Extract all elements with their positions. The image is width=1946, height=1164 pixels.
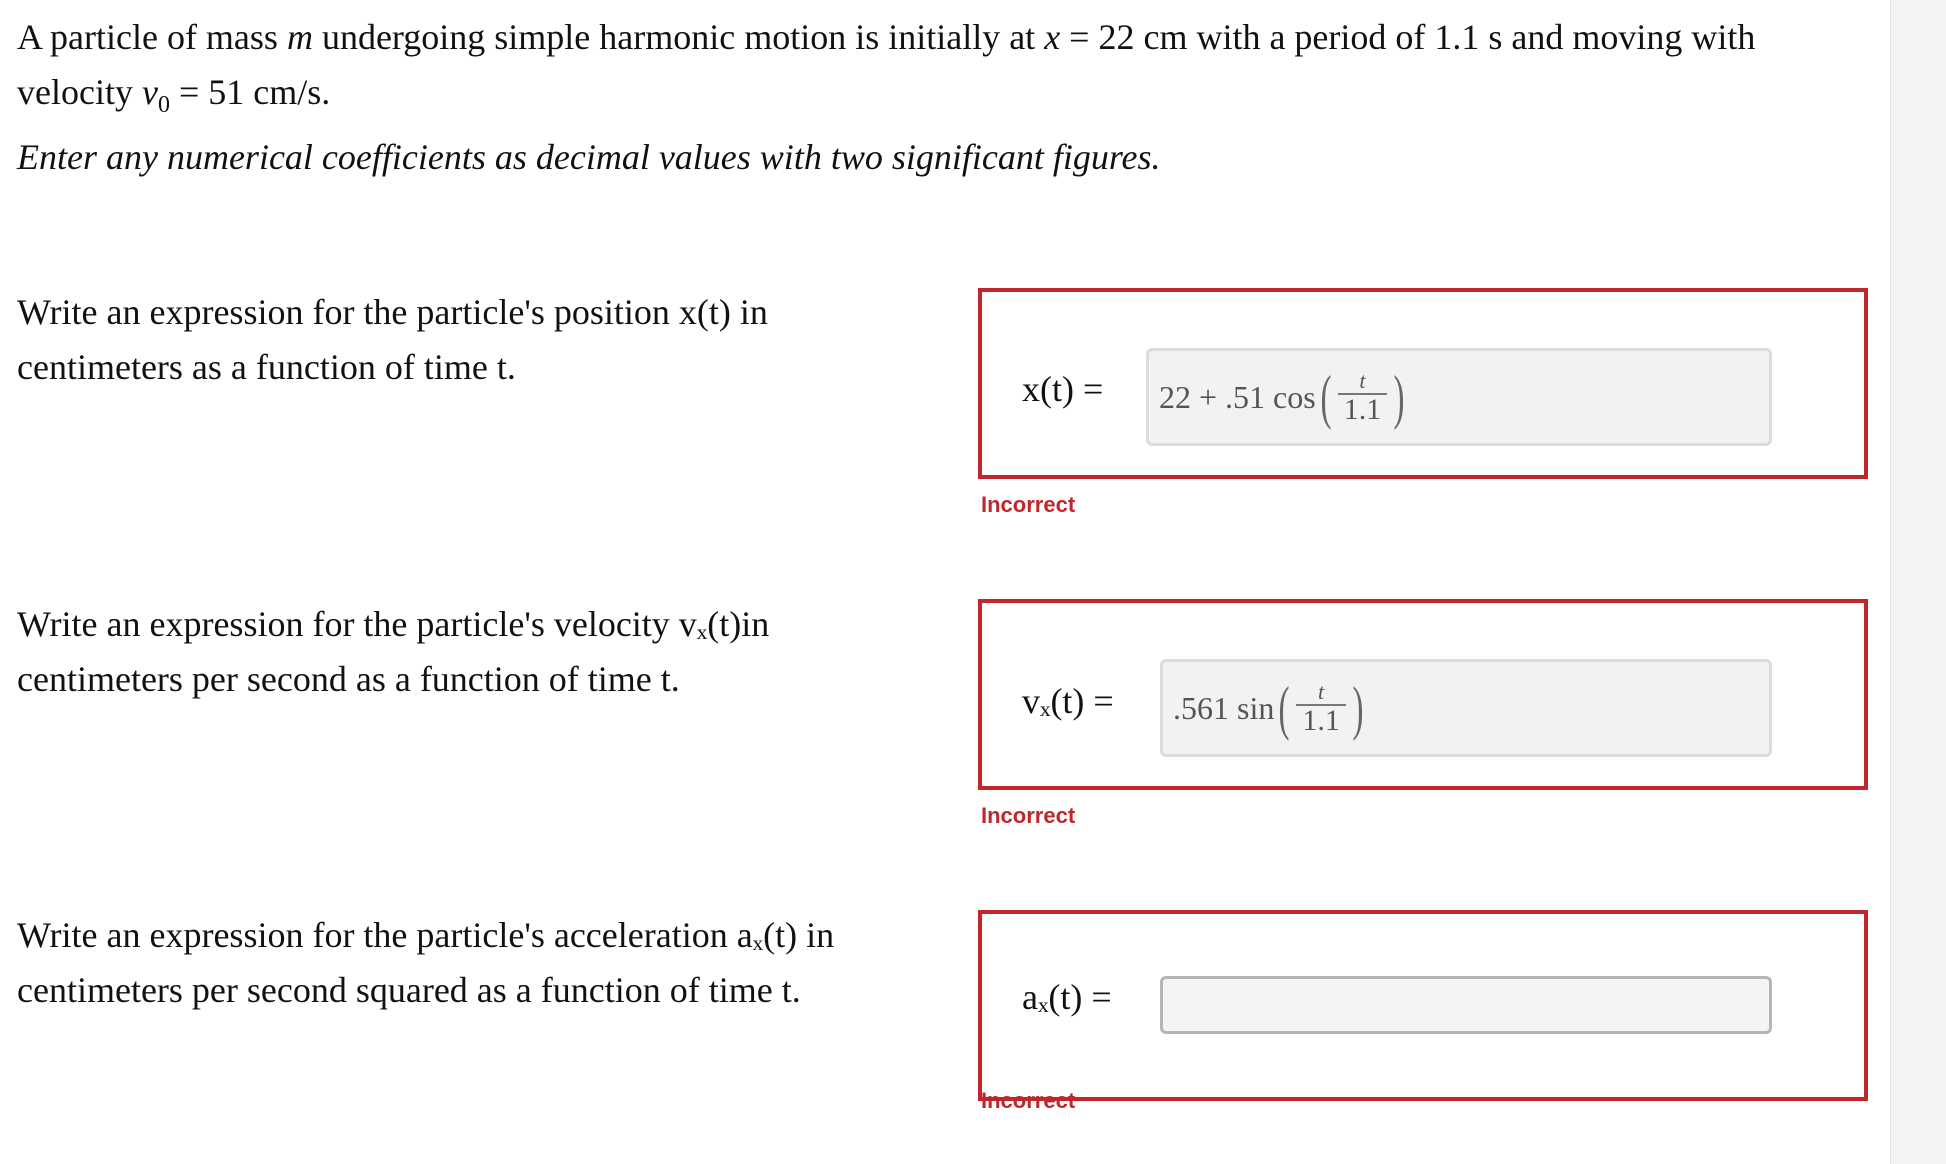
question-position: Write an expression for the particle's position x(t) in centimeters as a function of time t. bbox=[17, 292, 768, 387]
velocity-label: vₓ(t) = bbox=[1022, 681, 1114, 721]
answer-box-velocity bbox=[978, 599, 1868, 790]
answer-box-acceleration bbox=[978, 910, 1868, 1101]
velocity-input[interactable]: .561 sin ( $\frac{t}{1.1}$ ) bbox=[1160, 659, 1772, 757]
fraction: $\frac{t}{1.1}$ bbox=[1296, 680, 1346, 736]
position-input[interactable]: 22 + .51 cos ( $\frac{t}{1.1}$ ) bbox=[1146, 348, 1772, 446]
position-status: Incorrect bbox=[981, 492, 1076, 517]
acceleration-label: aₓ(t) = bbox=[1022, 977, 1112, 1017]
question-velocity: Write an expression for the particle's velocity vₓ(t)in centimeters per second as a function of time t. bbox=[17, 604, 770, 699]
scrollbar-track[interactable] bbox=[1890, 0, 1946, 1164]
instruction-note: Enter any numerical coefficients as decimal values with two significant figures. bbox=[17, 137, 1161, 177]
position-label: x(t) = bbox=[1022, 369, 1104, 409]
answer-box-position bbox=[978, 288, 1868, 479]
velocity-status: Incorrect bbox=[981, 803, 1076, 828]
question-acceleration: Write an expression for the particle's acceleration aₓ(t) in centimeters per second squared as a function of time t. bbox=[17, 915, 835, 1010]
problem-statement: A particle of mass m undergoing simple harmonic motion is initially at x = 22 cm with a period of 1.1 s and moving with velocity $v_0 = 51$ cm/s. bbox=[17, 17, 1756, 119]
acceleration-input[interactable] bbox=[1160, 976, 1772, 1034]
acceleration-status: Incorrect bbox=[981, 1088, 1076, 1113]
fraction: $\frac{t}{1.1}$ bbox=[1338, 369, 1388, 425]
